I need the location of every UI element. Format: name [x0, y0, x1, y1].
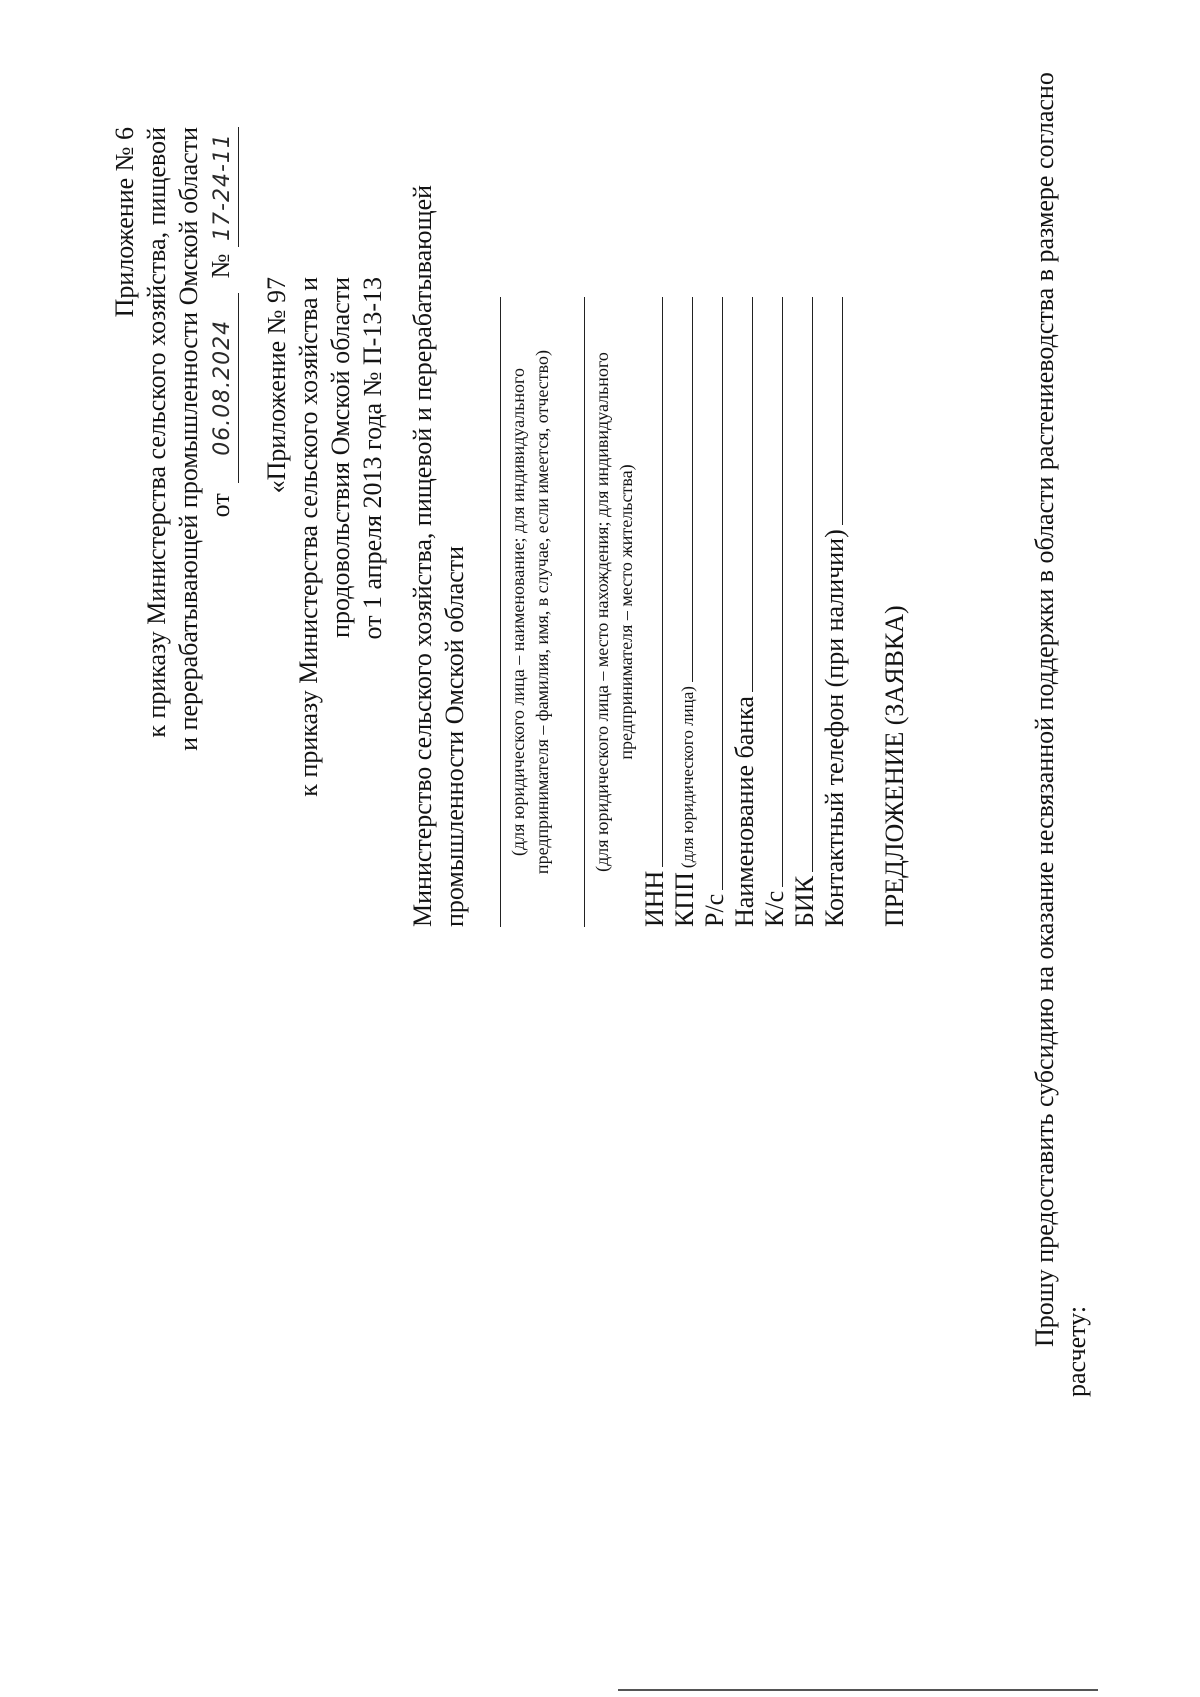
- corr-account-label: К/с: [760, 890, 789, 927]
- address-hint-line-2: предпринимателя – место жительства): [616, 464, 636, 760]
- appendix-number: Приложение № 6: [110, 127, 139, 318]
- order-date: 06.08.2024: [208, 293, 239, 483]
- applicant-address-line: [584, 297, 585, 927]
- number-prefix: №: [206, 253, 235, 279]
- old-order-line-1: к приказу Министерства сельского хозяйства и: [294, 277, 323, 797]
- name-hint-line-2: предпринимателя – фамилия, имя, в случае, если имеется, отчество): [532, 349, 552, 875]
- inn-label: ИНН: [640, 870, 669, 927]
- old-order-line-3: от 1 апреля 2013 года № П-13-13: [358, 277, 387, 640]
- order-number: 17-24-11: [208, 127, 239, 247]
- order-line-2: и перерабатывающей промышленности Омской области: [174, 127, 203, 751]
- name-hint-line-1: (для юридического лица – наименование; для индивидуального: [508, 368, 528, 856]
- kpp-field: [670, 297, 700, 927]
- inn-blank: [640, 297, 663, 867]
- inn-field: [640, 297, 670, 927]
- addressee-line-2: промышленности Омской области: [440, 545, 469, 927]
- account-field: [700, 297, 730, 927]
- order-date-line: [206, 127, 239, 1697]
- phone-blank: [820, 297, 843, 525]
- phone-label: Контактный телефон (при наличии): [820, 529, 849, 927]
- old-appendix-number: «Приложение № 97: [262, 277, 291, 494]
- old-order-line-2: продовольствия Омской области: [326, 277, 355, 638]
- bik-label: БИК: [790, 875, 819, 927]
- bik-blank: [790, 297, 813, 872]
- kpp-note: (для юридического лица): [678, 686, 697, 869]
- scan-edge-line: [618, 1688, 1098, 1691]
- account-label: Р/с: [700, 893, 729, 927]
- body-line-1: Прошу предоставить субсидию на оказание несвязанной поддержки в области растениеводства в размере согласно: [1030, 72, 1059, 1347]
- bank-name-label: Наименование банка: [730, 696, 759, 927]
- corr-account-field: [760, 297, 790, 927]
- document-title: ПРЕДЛОЖЕНИЕ (ЗАЯВКА): [880, 605, 909, 927]
- kpp-blank: [670, 297, 693, 682]
- phone-field: [820, 297, 850, 927]
- bik-field: [790, 297, 820, 927]
- order-line-1: к приказу Министерства сельского хозяйства, пищевой: [142, 127, 171, 738]
- date-prefix: от: [206, 493, 235, 518]
- kpp-label: КПП: [670, 872, 699, 927]
- address-hint-line-1: (для юридического лица – место нахождения; для индивидуального: [592, 352, 612, 872]
- body-line-2: расчету:: [1062, 1305, 1091, 1397]
- account-blank: [700, 297, 723, 890]
- requisites-list: [640, 297, 850, 927]
- bank-name-blank: [730, 297, 753, 692]
- bank-name-field: [730, 297, 760, 927]
- addressee-line-1: Министерство сельского хозяйства, пищевой и перерабатывающей: [408, 184, 437, 927]
- applicant-name-line: [500, 297, 501, 927]
- corr-account-blank: [760, 297, 783, 887]
